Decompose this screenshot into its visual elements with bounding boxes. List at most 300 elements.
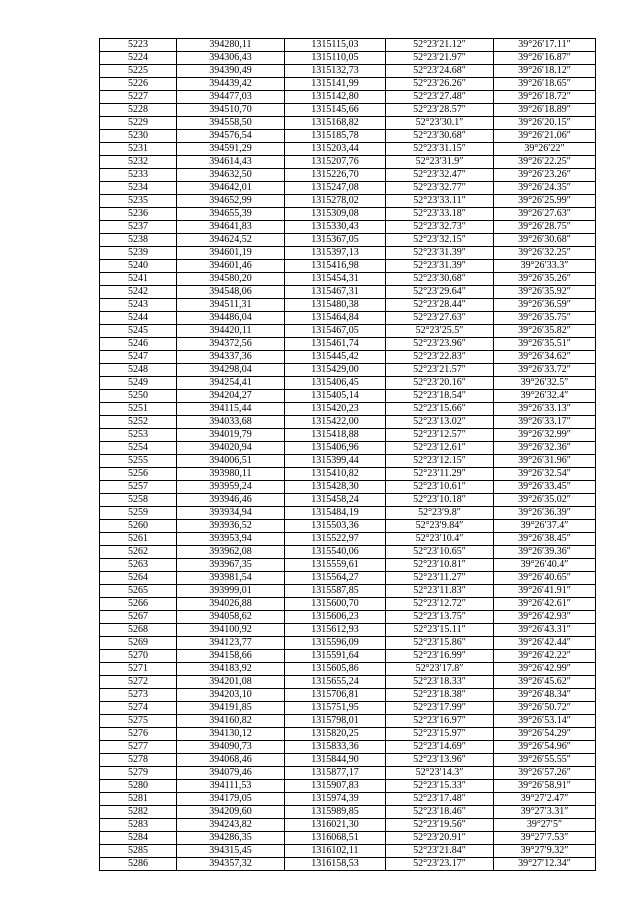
y-coordinate-cell: 1315278,02 <box>285 195 386 208</box>
y-coordinate-cell: 1315110,05 <box>285 52 386 65</box>
latitude-cell: 52°23′33.18″ <box>386 208 494 221</box>
point-number-cell: 5227 <box>100 91 177 104</box>
point-number-cell: 5278 <box>100 754 177 767</box>
latitude-cell: 52°23′25.5″ <box>386 325 494 338</box>
y-coordinate-cell: 1315484,19 <box>285 507 386 520</box>
latitude-cell: 52°23′32.47″ <box>386 169 494 182</box>
table-row <box>100 546 596 559</box>
y-coordinate-cell: 1315405,14 <box>285 390 386 403</box>
x-coordinate-cell: 393980,11 <box>177 468 285 481</box>
latitude-cell: 52°23′15.97″ <box>386 728 494 741</box>
longitude-cell: 39°27′3.31″ <box>494 806 596 819</box>
table-row <box>100 91 596 104</box>
latitude-cell: 52°23′32.73″ <box>386 221 494 234</box>
y-coordinate-cell: 1315798,01 <box>285 715 386 728</box>
point-number-cell: 5249 <box>100 377 177 390</box>
latitude-cell: 52°23′10.81″ <box>386 559 494 572</box>
x-coordinate-cell: 394033,68 <box>177 416 285 429</box>
longitude-cell: 39°26′42.61″ <box>494 598 596 611</box>
y-coordinate-cell: 1315877,17 <box>285 767 386 780</box>
point-number-cell: 5233 <box>100 169 177 182</box>
table-row <box>100 364 596 377</box>
table-row <box>100 663 596 676</box>
y-coordinate-cell: 1315564,27 <box>285 572 386 585</box>
x-coordinate-cell: 394203,10 <box>177 689 285 702</box>
y-coordinate-cell: 1315367,05 <box>285 234 386 247</box>
longitude-cell: 39°26′30.68″ <box>494 234 596 247</box>
longitude-cell: 39°26′32.5″ <box>494 377 596 390</box>
y-coordinate-cell: 1315989,85 <box>285 806 386 819</box>
latitude-cell: 52°23′29.64″ <box>386 286 494 299</box>
point-number-cell: 5235 <box>100 195 177 208</box>
longitude-cell: 39°27′7.53″ <box>494 832 596 845</box>
longitude-cell: 39°26′50.72″ <box>494 702 596 715</box>
x-coordinate-cell: 394243,82 <box>177 819 285 832</box>
latitude-cell: 52°23′18.46″ <box>386 806 494 819</box>
point-number-cell: 5239 <box>100 247 177 260</box>
longitude-cell: 39°26′31.96″ <box>494 455 596 468</box>
y-coordinate-cell: 1315612,93 <box>285 624 386 637</box>
table-row <box>100 624 596 637</box>
longitude-cell: 39°26′57.26″ <box>494 767 596 780</box>
coordinates-table-body <box>100 39 596 871</box>
latitude-cell: 52°23′15.33″ <box>386 780 494 793</box>
table-row <box>100 845 596 858</box>
point-number-cell: 5276 <box>100 728 177 741</box>
table-row <box>100 299 596 312</box>
y-coordinate-cell: 1315540,06 <box>285 546 386 559</box>
point-number-cell: 5234 <box>100 182 177 195</box>
table-row <box>100 208 596 221</box>
point-number-cell: 5280 <box>100 780 177 793</box>
table-row <box>100 481 596 494</box>
longitude-cell: 39°26′32.99″ <box>494 429 596 442</box>
longitude-cell: 39°26′43.31″ <box>494 624 596 637</box>
table-row <box>100 221 596 234</box>
point-number-cell: 5226 <box>100 78 177 91</box>
latitude-cell: 52°23′23.96″ <box>386 338 494 351</box>
table-row <box>100 442 596 455</box>
table-row <box>100 611 596 624</box>
table-row <box>100 637 596 650</box>
latitude-cell: 52°23′30.68″ <box>386 273 494 286</box>
table-row <box>100 806 596 819</box>
latitude-cell: 52°23′15.86″ <box>386 637 494 650</box>
point-number-cell: 5232 <box>100 156 177 169</box>
point-number-cell: 5268 <box>100 624 177 637</box>
latitude-cell: 52°23′16.99″ <box>386 650 494 663</box>
y-coordinate-cell: 1315467,31 <box>285 286 386 299</box>
table-row <box>100 403 596 416</box>
x-coordinate-cell: 394058,62 <box>177 611 285 624</box>
latitude-cell: 52°23′9.8″ <box>386 507 494 520</box>
y-coordinate-cell: 1315559,61 <box>285 559 386 572</box>
point-number-cell: 5223 <box>100 39 177 52</box>
y-coordinate-cell: 1316068,51 <box>285 832 386 845</box>
y-coordinate-cell: 1316021,30 <box>285 819 386 832</box>
longitude-cell: 39°26′21.06″ <box>494 130 596 143</box>
point-number-cell: 5283 <box>100 819 177 832</box>
longitude-cell: 39°26′58.91″ <box>494 780 596 793</box>
table-row <box>100 351 596 364</box>
point-number-cell: 5224 <box>100 52 177 65</box>
x-coordinate-cell: 393962,08 <box>177 546 285 559</box>
y-coordinate-cell: 1315330,43 <box>285 221 386 234</box>
x-coordinate-cell: 394591,29 <box>177 143 285 156</box>
table-row <box>100 143 596 156</box>
x-coordinate-cell: 394576,54 <box>177 130 285 143</box>
point-number-cell: 5286 <box>100 858 177 871</box>
latitude-cell: 52°23′10.65″ <box>386 546 494 559</box>
point-number-cell: 5260 <box>100 520 177 533</box>
y-coordinate-cell: 1315142,80 <box>285 91 386 104</box>
table-row <box>100 130 596 143</box>
point-number-cell: 5252 <box>100 416 177 429</box>
table-row <box>100 260 596 273</box>
y-coordinate-cell: 1315522,97 <box>285 533 386 546</box>
longitude-cell: 39°26′22″ <box>494 143 596 156</box>
x-coordinate-cell: 393934,94 <box>177 507 285 520</box>
table-row <box>100 741 596 754</box>
latitude-cell: 52°23′18.38″ <box>386 689 494 702</box>
latitude-cell: 52°23′11.29″ <box>386 468 494 481</box>
x-coordinate-cell: 394130,12 <box>177 728 285 741</box>
point-number-cell: 5258 <box>100 494 177 507</box>
longitude-cell: 39°26′18.89″ <box>494 104 596 117</box>
x-coordinate-cell: 394111,53 <box>177 780 285 793</box>
point-number-cell: 5255 <box>100 455 177 468</box>
longitude-cell: 39°26′45.62″ <box>494 676 596 689</box>
y-coordinate-cell: 1316158,53 <box>285 858 386 871</box>
point-number-cell: 5246 <box>100 338 177 351</box>
latitude-cell: 52°23′11.27″ <box>386 572 494 585</box>
table-row <box>100 780 596 793</box>
latitude-cell: 52°23′31.39″ <box>386 260 494 273</box>
latitude-cell: 52°23′12.57″ <box>386 429 494 442</box>
longitude-cell: 39°26′35.02″ <box>494 494 596 507</box>
y-coordinate-cell: 1315115,03 <box>285 39 386 52</box>
y-coordinate-cell: 1315480,38 <box>285 299 386 312</box>
longitude-cell: 39°26′41.91″ <box>494 585 596 598</box>
table-row <box>100 273 596 286</box>
y-coordinate-cell: 1316102,11 <box>285 845 386 858</box>
table-row <box>100 533 596 546</box>
point-number-cell: 5247 <box>100 351 177 364</box>
x-coordinate-cell: 394601,46 <box>177 260 285 273</box>
latitude-cell: 52°23′21.57″ <box>386 364 494 377</box>
x-coordinate-cell: 394100,92 <box>177 624 285 637</box>
x-coordinate-cell: 394280,11 <box>177 39 285 52</box>
point-number-cell: 5230 <box>100 130 177 143</box>
latitude-cell: 52°23′31.15″ <box>386 143 494 156</box>
point-number-cell: 5282 <box>100 806 177 819</box>
point-number-cell: 5275 <box>100 715 177 728</box>
point-number-cell: 5248 <box>100 364 177 377</box>
latitude-cell: 52°23′27.63″ <box>386 312 494 325</box>
x-coordinate-cell: 394558,50 <box>177 117 285 130</box>
longitude-cell: 39°26′32.4″ <box>494 390 596 403</box>
latitude-cell: 52°23′27.48″ <box>386 91 494 104</box>
y-coordinate-cell: 1315503,36 <box>285 520 386 533</box>
longitude-cell: 39°26′40.65″ <box>494 572 596 585</box>
point-number-cell: 5244 <box>100 312 177 325</box>
longitude-cell: 39°26′40.4″ <box>494 559 596 572</box>
table-row <box>100 312 596 325</box>
point-number-cell: 5281 <box>100 793 177 806</box>
x-coordinate-cell: 394123,77 <box>177 637 285 650</box>
longitude-cell: 39°26′22.25″ <box>494 156 596 169</box>
longitude-cell: 39°26′35.26″ <box>494 273 596 286</box>
x-coordinate-cell: 393967,35 <box>177 559 285 572</box>
longitude-cell: 39°26′33.3″ <box>494 260 596 273</box>
point-number-cell: 5229 <box>100 117 177 130</box>
longitude-cell: 39°26′35.51″ <box>494 338 596 351</box>
longitude-cell: 39°26′16.87″ <box>494 52 596 65</box>
longitude-cell: 39°26′33.45″ <box>494 481 596 494</box>
table-row <box>100 65 596 78</box>
latitude-cell: 52°23′32.77″ <box>386 182 494 195</box>
x-coordinate-cell: 394183,92 <box>177 663 285 676</box>
longitude-cell: 39°26′35.82″ <box>494 325 596 338</box>
x-coordinate-cell: 394439,42 <box>177 78 285 91</box>
longitude-cell: 39°26′33.72″ <box>494 364 596 377</box>
y-coordinate-cell: 1315655,24 <box>285 676 386 689</box>
table-row <box>100 650 596 663</box>
x-coordinate-cell: 394079,46 <box>177 767 285 780</box>
table-row <box>100 416 596 429</box>
x-coordinate-cell: 394115,44 <box>177 403 285 416</box>
latitude-cell: 52°23′10.61″ <box>386 481 494 494</box>
longitude-cell: 39°26′54.29″ <box>494 728 596 741</box>
longitude-cell: 39°26′42.99″ <box>494 663 596 676</box>
table-row <box>100 585 596 598</box>
y-coordinate-cell: 1315406,45 <box>285 377 386 390</box>
point-number-cell: 5228 <box>100 104 177 117</box>
latitude-cell: 52°23′14.69″ <box>386 741 494 754</box>
longitude-cell: 39°26′20.15″ <box>494 117 596 130</box>
x-coordinate-cell: 393936,52 <box>177 520 285 533</box>
longitude-cell: 39°26′18.12″ <box>494 65 596 78</box>
table-row <box>100 377 596 390</box>
y-coordinate-cell: 1315606,23 <box>285 611 386 624</box>
x-coordinate-cell: 394026,88 <box>177 598 285 611</box>
longitude-cell: 39°26′33.17″ <box>494 416 596 429</box>
x-coordinate-cell: 394511,31 <box>177 299 285 312</box>
latitude-cell: 52°23′19.56″ <box>386 819 494 832</box>
latitude-cell: 52°23′14.3″ <box>386 767 494 780</box>
y-coordinate-cell: 1315907,83 <box>285 780 386 793</box>
x-coordinate-cell: 394486,04 <box>177 312 285 325</box>
longitude-cell: 39°26′28.75″ <box>494 221 596 234</box>
point-number-cell: 5270 <box>100 650 177 663</box>
latitude-cell: 52°23′22.83″ <box>386 351 494 364</box>
table-row <box>100 247 596 260</box>
latitude-cell: 52°23′17.48″ <box>386 793 494 806</box>
point-number-cell: 5261 <box>100 533 177 546</box>
longitude-cell: 39°26′17.11″ <box>494 39 596 52</box>
point-number-cell: 5271 <box>100 663 177 676</box>
y-coordinate-cell: 1315168,82 <box>285 117 386 130</box>
x-coordinate-cell: 394306,43 <box>177 52 285 65</box>
table-row <box>100 715 596 728</box>
longitude-cell: 39°27′5″ <box>494 819 596 832</box>
longitude-cell: 39°27′2.47″ <box>494 793 596 806</box>
table-row <box>100 78 596 91</box>
latitude-cell: 52°23′10.4″ <box>386 533 494 546</box>
x-coordinate-cell: 394286,35 <box>177 832 285 845</box>
y-coordinate-cell: 1315406,96 <box>285 442 386 455</box>
latitude-cell: 52°23′15.11″ <box>386 624 494 637</box>
longitude-cell: 39°26′35.92″ <box>494 286 596 299</box>
point-number-cell: 5263 <box>100 559 177 572</box>
longitude-cell: 39°26′53.14″ <box>494 715 596 728</box>
latitude-cell: 52°23′32.15″ <box>386 234 494 247</box>
x-coordinate-cell: 394019,79 <box>177 429 285 442</box>
table-row <box>100 338 596 351</box>
table-row <box>100 104 596 117</box>
y-coordinate-cell: 1315600,70 <box>285 598 386 611</box>
x-coordinate-cell: 394160,82 <box>177 715 285 728</box>
y-coordinate-cell: 1315207,76 <box>285 156 386 169</box>
y-coordinate-cell: 1315596,09 <box>285 637 386 650</box>
latitude-cell: 52°23′9.84″ <box>386 520 494 533</box>
y-coordinate-cell: 1315467,05 <box>285 325 386 338</box>
latitude-cell: 52°23′20.91″ <box>386 832 494 845</box>
y-coordinate-cell: 1315410,82 <box>285 468 386 481</box>
longitude-cell: 39°26′36.59″ <box>494 299 596 312</box>
latitude-cell: 52°23′30.68″ <box>386 130 494 143</box>
table-row <box>100 234 596 247</box>
longitude-cell: 39°26′32.54″ <box>494 468 596 481</box>
longitude-cell: 39°26′39.36″ <box>494 546 596 559</box>
table-row <box>100 39 596 52</box>
y-coordinate-cell: 1315454,31 <box>285 273 386 286</box>
x-coordinate-cell: 394020,94 <box>177 442 285 455</box>
point-number-cell: 5231 <box>100 143 177 156</box>
x-coordinate-cell: 394477,03 <box>177 91 285 104</box>
latitude-cell: 52°23′18.33″ <box>386 676 494 689</box>
latitude-cell: 52°23′31.9″ <box>386 156 494 169</box>
point-number-cell: 5269 <box>100 637 177 650</box>
longitude-cell: 39°26′27.63″ <box>494 208 596 221</box>
y-coordinate-cell: 1315833,36 <box>285 741 386 754</box>
point-number-cell: 5254 <box>100 442 177 455</box>
x-coordinate-cell: 394201,08 <box>177 676 285 689</box>
x-coordinate-cell: 394337,36 <box>177 351 285 364</box>
latitude-cell: 52°23′28.44″ <box>386 299 494 312</box>
longitude-cell: 39°26′38.45″ <box>494 533 596 546</box>
point-number-cell: 5241 <box>100 273 177 286</box>
x-coordinate-cell: 394006,51 <box>177 455 285 468</box>
x-coordinate-cell: 393959,24 <box>177 481 285 494</box>
x-coordinate-cell: 394601,19 <box>177 247 285 260</box>
y-coordinate-cell: 1315420,23 <box>285 403 386 416</box>
x-coordinate-cell: 393981,54 <box>177 572 285 585</box>
latitude-cell: 52°23′16.97″ <box>386 715 494 728</box>
table-row <box>100 754 596 767</box>
table-row <box>100 455 596 468</box>
longitude-cell: 39°26′35.75″ <box>494 312 596 325</box>
latitude-cell: 52°23′28.57″ <box>386 104 494 117</box>
longitude-cell: 39°26′54.96″ <box>494 741 596 754</box>
y-coordinate-cell: 1315309,08 <box>285 208 386 221</box>
point-number-cell: 5250 <box>100 390 177 403</box>
x-coordinate-cell: 394642,01 <box>177 182 285 195</box>
y-coordinate-cell: 1315445,42 <box>285 351 386 364</box>
table-row <box>100 858 596 871</box>
point-number-cell: 5267 <box>100 611 177 624</box>
y-coordinate-cell: 1315605,86 <box>285 663 386 676</box>
point-number-cell: 5273 <box>100 689 177 702</box>
x-coordinate-cell: 394632,50 <box>177 169 285 182</box>
y-coordinate-cell: 1315418,88 <box>285 429 386 442</box>
y-coordinate-cell: 1315185,78 <box>285 130 386 143</box>
table-row <box>100 559 596 572</box>
table-row <box>100 832 596 845</box>
x-coordinate-cell: 394655,39 <box>177 208 285 221</box>
y-coordinate-cell: 1315399,44 <box>285 455 386 468</box>
table-row <box>100 728 596 741</box>
table-row <box>100 52 596 65</box>
point-number-cell: 5245 <box>100 325 177 338</box>
longitude-cell: 39°26′42.22″ <box>494 650 596 663</box>
x-coordinate-cell: 394191,85 <box>177 702 285 715</box>
longitude-cell: 39°26′37.4″ <box>494 520 596 533</box>
y-coordinate-cell: 1315974,39 <box>285 793 386 806</box>
y-coordinate-cell: 1315247,08 <box>285 182 386 195</box>
longitude-cell: 39°26′36.39″ <box>494 507 596 520</box>
table-row <box>100 689 596 702</box>
point-number-cell: 5237 <box>100 221 177 234</box>
x-coordinate-cell: 394372,56 <box>177 338 285 351</box>
x-coordinate-cell: 394548,06 <box>177 286 285 299</box>
x-coordinate-cell: 394209,60 <box>177 806 285 819</box>
y-coordinate-cell: 1315461,74 <box>285 338 386 351</box>
x-coordinate-cell: 394510,70 <box>177 104 285 117</box>
latitude-cell: 52°23′23.17″ <box>386 858 494 871</box>
x-coordinate-cell: 394254,41 <box>177 377 285 390</box>
table-row <box>100 182 596 195</box>
point-number-cell: 5259 <box>100 507 177 520</box>
point-number-cell: 5256 <box>100 468 177 481</box>
latitude-cell: 52°23′31.39″ <box>386 247 494 260</box>
y-coordinate-cell: 1315587,85 <box>285 585 386 598</box>
table-row <box>100 767 596 780</box>
table-row <box>100 494 596 507</box>
point-number-cell: 5251 <box>100 403 177 416</box>
table-row <box>100 468 596 481</box>
longitude-cell: 39°26′18.65″ <box>494 78 596 91</box>
y-coordinate-cell: 1315429,00 <box>285 364 386 377</box>
table-row <box>100 793 596 806</box>
x-coordinate-cell: 394652,99 <box>177 195 285 208</box>
y-coordinate-cell: 1315422,00 <box>285 416 386 429</box>
latitude-cell: 52°23′10.18″ <box>386 494 494 507</box>
point-number-cell: 5242 <box>100 286 177 299</box>
y-coordinate-cell: 1315203,44 <box>285 143 386 156</box>
latitude-cell: 52°23′12.15″ <box>386 455 494 468</box>
x-coordinate-cell: 394390,49 <box>177 65 285 78</box>
table-row <box>100 702 596 715</box>
y-coordinate-cell: 1315751,95 <box>285 702 386 715</box>
y-coordinate-cell: 1315141,99 <box>285 78 386 91</box>
table-row <box>100 286 596 299</box>
table-row <box>100 169 596 182</box>
table-row <box>100 390 596 403</box>
table-row <box>100 676 596 689</box>
point-number-cell: 5285 <box>100 845 177 858</box>
point-number-cell: 5253 <box>100 429 177 442</box>
